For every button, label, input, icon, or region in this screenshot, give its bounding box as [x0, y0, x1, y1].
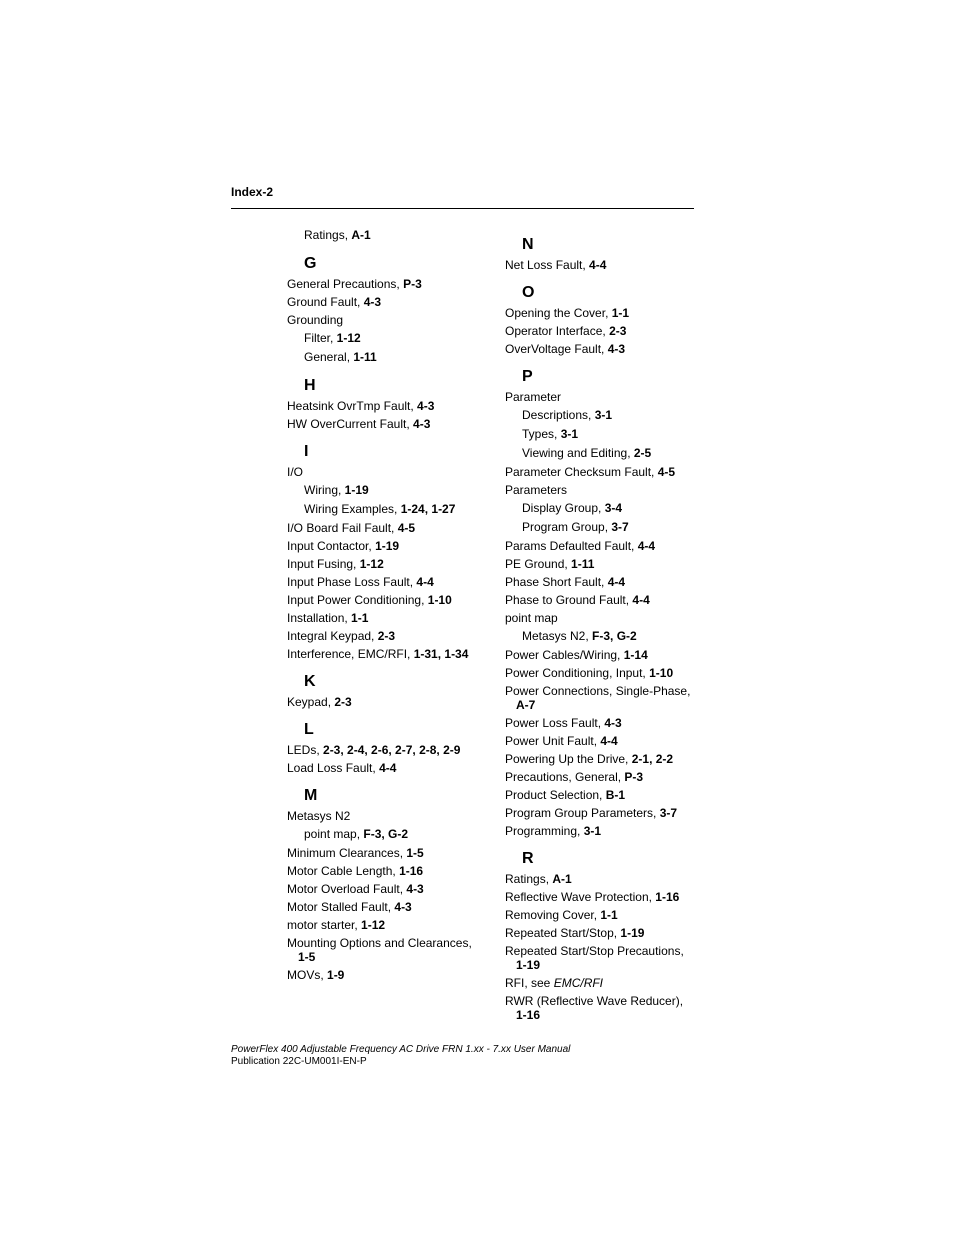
- index-entry: [287, 463, 472, 481]
- index-entry: [287, 741, 472, 759]
- index-column-left: [287, 226, 472, 984]
- index-entry: [287, 966, 472, 984]
- index-entry: [505, 768, 695, 786]
- index-term: Input Phase Loss Fault,: [287, 575, 417, 589]
- index-page-refs[interactable]: 1-12: [359, 557, 384, 571]
- index-page-refs[interactable]: 4-4: [637, 539, 656, 553]
- index-entry: [287, 311, 472, 329]
- index-entry: [505, 481, 695, 499]
- index-entry: [505, 906, 695, 924]
- index-column-right: [505, 226, 695, 1024]
- index-term: Precautions, General,: [505, 770, 625, 784]
- index-term: Reflective Wave Protection,: [505, 890, 656, 904]
- index-letter-heading: L: [304, 721, 314, 738]
- index-page-refs[interactable]: A-7: [516, 698, 536, 712]
- index-term: Power Conditioning, Input,: [505, 666, 650, 680]
- header-rule: [231, 208, 694, 209]
- index-term: Program Group,: [522, 520, 612, 534]
- index-page-refs[interactable]: 1-1: [351, 611, 369, 625]
- index-page-refs[interactable]: A-1: [351, 228, 371, 242]
- index-entry: [287, 844, 472, 862]
- index-entry: [505, 822, 695, 840]
- index-entry: [505, 256, 695, 274]
- index-term: Powering Up the Drive,: [505, 752, 632, 766]
- index-term: Operator Interface,: [505, 324, 610, 338]
- index-term: Params Defaulted Fault,: [505, 539, 638, 553]
- index-term: Parameter: [505, 390, 562, 404]
- index-term: Programming,: [505, 824, 584, 838]
- index-entry: [287, 415, 472, 433]
- index-page-refs[interactable]: 2-3: [609, 324, 627, 338]
- index-page-refs[interactable]: 1-5: [406, 846, 424, 860]
- index-entry: [287, 645, 472, 663]
- index-page-refs[interactable]: 4-3: [607, 342, 626, 356]
- index-entry: [505, 609, 695, 627]
- index-letter-heading: K: [304, 673, 316, 690]
- index-term: Wiring,: [304, 483, 345, 497]
- index-letter-heading: G: [304, 255, 317, 272]
- index-subentry: [505, 425, 695, 444]
- index-entry: [287, 916, 472, 934]
- index-term: Parameter Checksum Fault,: [505, 465, 658, 479]
- index-page-refs[interactable]: 1-12: [361, 918, 386, 932]
- index-page-refs[interactable]: 1-24, 1-27: [400, 502, 456, 516]
- index-term: Load Loss Fault,: [287, 761, 380, 775]
- index-term: Integral Keypad,: [287, 629, 378, 643]
- index-entry: [287, 275, 472, 293]
- index-page-refs[interactable]: A-1: [552, 872, 572, 886]
- footer-publication: Publication 22C-UM001I-EN-P: [231, 1056, 367, 1067]
- index-page-refs[interactable]: 2-3: [377, 629, 396, 643]
- index-entry: [505, 992, 695, 1024]
- index-page-refs[interactable]: 1-10: [427, 593, 452, 607]
- index-page-refs[interactable]: 4-3: [417, 399, 435, 413]
- index-entry: [505, 804, 695, 822]
- index-page-refs[interactable]: 3-7: [659, 806, 678, 820]
- index-entry: [505, 304, 695, 322]
- index-page-refs[interactable]: 4-5: [657, 465, 676, 479]
- index-page-refs[interactable]: 3-1: [583, 824, 602, 838]
- index-term: Power Loss Fault,: [505, 716, 605, 730]
- index-page-refs[interactable]: 1-1: [611, 306, 630, 320]
- index-entry: [287, 627, 472, 645]
- index-entry: [505, 682, 695, 714]
- index-term: Minimum Clearances,: [287, 846, 407, 860]
- index-page-refs[interactable]: 1-19: [516, 958, 541, 972]
- index-entry: [287, 934, 472, 966]
- index-subentry: [287, 825, 472, 844]
- index-entry: [505, 555, 695, 573]
- index-entry: [505, 537, 695, 555]
- index-letter-heading: H: [304, 377, 316, 394]
- index-page-refs[interactable]: P-3: [403, 277, 422, 291]
- index-subentry: [505, 444, 695, 463]
- index-term: I/O: [287, 465, 304, 479]
- index-letter-heading: N: [522, 236, 534, 253]
- index-entry: [505, 888, 695, 906]
- index-entry: [505, 573, 695, 591]
- footer-manual-title: PowerFlex 400 Adjustable Frequency AC Drive FRN 1.xx - 7.xx User Manual: [231, 1044, 571, 1055]
- index-page-refs[interactable]: 4-3: [363, 295, 382, 309]
- index-entry: [505, 870, 695, 888]
- index-term: Ground Fault,: [287, 295, 364, 309]
- index-term: PE Ground,: [505, 557, 572, 571]
- index-term: Product Selection,: [505, 788, 606, 802]
- index-page-refs[interactable]: 4-4: [607, 575, 626, 589]
- index-term: General Precautions,: [287, 277, 404, 291]
- index-term: RFI, see: [505, 976, 554, 990]
- index-subentry: [287, 348, 472, 367]
- index-page-refs[interactable]: 4-4: [632, 593, 650, 607]
- index-entry: [287, 880, 472, 898]
- index-page-refs[interactable]: 1-5: [298, 950, 316, 964]
- index-term: Input Fusing,: [287, 557, 360, 571]
- index-term: Display Group,: [522, 501, 605, 515]
- index-page-refs[interactable]: 1-1: [600, 908, 618, 922]
- index-page-refs[interactable]: 1-11: [353, 350, 377, 364]
- index-term: motor starter,: [287, 918, 362, 932]
- index-entry: [287, 609, 472, 627]
- index-term: Power Unit Fault,: [505, 734, 601, 748]
- index-entry: [505, 664, 695, 682]
- index-entry: [505, 750, 695, 768]
- index-entry: [287, 862, 472, 880]
- index-page-refs[interactable]: 4-5: [397, 521, 416, 535]
- index-entry: [505, 974, 695, 992]
- index-page-refs[interactable]: 3-1: [594, 408, 613, 422]
- index-see-reference: EMC/RFI: [553, 976, 604, 990]
- index-page-refs[interactable]: 1-12: [336, 331, 361, 345]
- index-entry: [287, 397, 472, 415]
- index-letter-heading: I: [304, 443, 309, 460]
- page-label: Index-2: [231, 185, 274, 199]
- index-page-refs[interactable]: 2-5: [633, 446, 652, 460]
- index-page-refs[interactable]: 1-16: [516, 1008, 541, 1022]
- index-letter-heading: O: [522, 284, 535, 301]
- index-page-refs[interactable]: P-3: [624, 770, 644, 784]
- index-term: Types,: [522, 427, 561, 441]
- index-subentry: [505, 499, 695, 518]
- index-term: Heatsink OvrTmp Fault,: [287, 399, 418, 413]
- index-entry: [287, 898, 472, 916]
- index-page-refs[interactable]: 4-3: [394, 900, 412, 914]
- index-entry: [287, 759, 472, 777]
- index-page-refs[interactable]: 3-4: [604, 501, 623, 515]
- index-term: Viewing and Editing,: [522, 446, 634, 460]
- index-subentry: [505, 627, 695, 646]
- index-page-refs[interactable]: 3-7: [611, 520, 629, 534]
- index-term: Interference, EMC/RFI,: [287, 647, 414, 661]
- index-page-refs[interactable]: 1-16: [655, 890, 680, 904]
- index-entry: [505, 714, 695, 732]
- index-term: Power Cables/Wiring,: [505, 648, 624, 662]
- index-term: Net Loss Fault,: [505, 258, 590, 272]
- index-term: Input Contactor,: [287, 539, 376, 553]
- index-entry: [505, 786, 695, 804]
- index-term: Wiring Examples,: [304, 502, 401, 516]
- index-entry: [287, 555, 472, 573]
- index-page-refs[interactable]: 2-1, 2-2: [631, 752, 674, 766]
- index-term: OverVoltage Fault,: [505, 342, 608, 356]
- index-letter-heading: R: [522, 850, 534, 867]
- index-subentry: [505, 518, 695, 537]
- index-page-refs[interactable]: 1-9: [327, 968, 345, 982]
- page-footer: [231, 1044, 570, 1068]
- index-page-refs[interactable]: B-1: [605, 788, 626, 802]
- index-term: RWR (Reflective Wave Reducer),: [505, 994, 684, 1008]
- index-page-refs[interactable]: 1-14: [623, 648, 648, 662]
- index-term: Program Group Parameters,: [505, 806, 660, 820]
- index-page-refs[interactable]: 1-11: [571, 557, 595, 571]
- index-subentry: [287, 500, 472, 519]
- index-subentry: [287, 481, 472, 500]
- index-page-refs[interactable]: 1-19: [375, 539, 400, 553]
- index-subentry: [287, 329, 472, 348]
- index-term: Removing Cover,: [505, 908, 601, 922]
- index-term: point map,: [304, 827, 364, 841]
- index-page-refs[interactable]: 1-19: [344, 483, 369, 497]
- index-term: I/O Board Fail Fault,: [287, 521, 398, 535]
- index-page-refs[interactable]: 4-4: [600, 734, 618, 748]
- index-term: General,: [304, 350, 354, 364]
- index-subentry: [505, 406, 695, 425]
- index-term: LEDs,: [287, 743, 324, 757]
- index-letter-heading: M: [304, 787, 318, 804]
- index-term: Motor Stalled Fault,: [287, 900, 395, 914]
- index-page-refs[interactable]: 4-3: [406, 882, 424, 896]
- index-term: Phase to Ground Fault,: [505, 593, 633, 607]
- index-page-refs[interactable]: F-3, G-2: [363, 827, 409, 841]
- index-term: Descriptions,: [522, 408, 595, 422]
- index-term: Repeated Start/Stop,: [505, 926, 621, 940]
- index-entry: [287, 693, 472, 711]
- index-term: Keypad,: [287, 695, 335, 709]
- index-entry: [287, 591, 472, 609]
- index-letter-heading: P: [522, 368, 533, 385]
- index-term: Filter,: [304, 331, 337, 345]
- index-term: Ratings,: [505, 872, 553, 886]
- index-page-refs[interactable]: 2-3: [334, 695, 352, 709]
- index-entry: [287, 293, 472, 311]
- index-entry: [287, 537, 472, 555]
- index-page-refs[interactable]: 1-19: [620, 926, 645, 940]
- index-term: Input Power Conditioning,: [287, 593, 428, 607]
- index-term: Motor Overload Fault,: [287, 882, 407, 896]
- index-term: HW OverCurrent Fault,: [287, 417, 414, 431]
- index-term: Metasys N2,: [522, 629, 593, 643]
- index-term: Opening the Cover,: [505, 306, 612, 320]
- index-entry: [287, 519, 472, 537]
- index-term: Mounting Options and Clearances,: [287, 936, 472, 950]
- index-term: Power Connections, Single-Phase,: [505, 684, 691, 698]
- index-page-refs[interactable]: 1-10: [649, 666, 674, 680]
- index-entry: [505, 942, 695, 974]
- index-page-refs[interactable]: 1-16: [399, 864, 424, 878]
- index-page-refs[interactable]: 1-31, 1-34: [413, 647, 469, 661]
- index-entry: [505, 340, 695, 358]
- index-term: point map: [505, 611, 558, 625]
- index-term: Ratings,: [304, 228, 352, 242]
- index-entry: [505, 646, 695, 664]
- index-term: Phase Short Fault,: [505, 575, 608, 589]
- index-page-refs[interactable]: 3-1: [560, 427, 579, 441]
- index-page-refs[interactable]: 4-3: [604, 716, 622, 730]
- index-entry: [505, 924, 695, 942]
- index-page-refs[interactable]: 4-4: [416, 575, 434, 589]
- index-entry: [505, 322, 695, 340]
- index-entry: [505, 591, 695, 609]
- index-term: Motor Cable Length,: [287, 864, 400, 878]
- index-term: Repeated Start/Stop Precautions,: [505, 944, 684, 958]
- index-page-refs[interactable]: 4-4: [379, 761, 397, 775]
- index-page-refs[interactable]: F-3, G-2: [592, 629, 637, 643]
- index-entry: [287, 807, 472, 825]
- index-entry: [505, 732, 695, 750]
- index-page-refs[interactable]: 4-4: [589, 258, 607, 272]
- index-term: Installation,: [287, 611, 352, 625]
- index-page-refs[interactable]: 4-3: [413, 417, 431, 431]
- index-entry: [505, 463, 695, 481]
- index-term: MOVs,: [287, 968, 328, 982]
- index-term: Metasys N2: [287, 809, 351, 823]
- index-term: Grounding: [287, 313, 344, 327]
- index-entry: [287, 573, 472, 591]
- index-term: Parameters: [505, 483, 568, 497]
- index-entry: [505, 388, 695, 406]
- index-subentry: [287, 226, 472, 245]
- index-page-refs[interactable]: 2-3, 2-4, 2-6, 2-7, 2-8, 2-9: [323, 743, 461, 757]
